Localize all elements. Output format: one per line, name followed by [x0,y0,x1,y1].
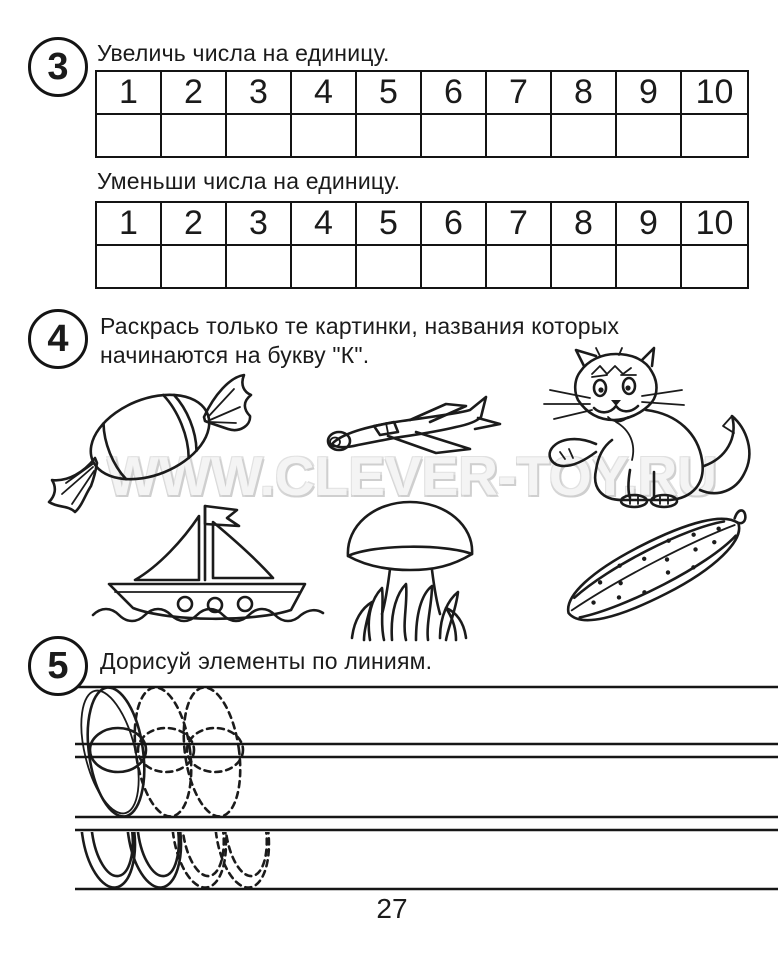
watermark-text: WWW.CLEVER-TOY.RU [106,445,718,507]
increase-numbers-table [95,70,749,158]
answer-cell [292,115,357,156]
page-number: 27 [376,893,408,924]
answer-cell [162,246,227,287]
instruction-colour [100,312,619,370]
number-cell: 7 [487,72,552,115]
answer-cell [292,246,357,287]
number-cell: 4 [292,203,357,246]
number-cell: 9 [617,203,682,246]
exercise-4-badge [28,309,88,369]
answer-row [97,115,747,156]
number-cell: 10 [682,72,747,115]
number-cell: 3 [227,72,292,115]
answer-cell [422,246,487,287]
answer-cell [682,115,747,156]
answer-cell [617,115,682,156]
mushroom-drawing [340,492,480,642]
answer-cell [162,115,227,156]
candy-drawing [38,365,256,515]
handwriting-practice-lines [0,675,784,895]
cat-drawing [530,348,765,516]
exercise-5-number: 5 [47,644,69,687]
instruction-colour-line1: Раскрась только те картинки, названия которых [100,313,620,339]
instruction-trace: Дорисуй элементы по линиям. [100,648,433,674]
exercise-4-number: 4 [47,317,69,360]
cucumber-drawing [540,498,770,640]
number-cell: 8 [552,72,617,115]
number-cell: 1 [97,72,162,115]
answer-cell [487,246,552,287]
answer-cell [357,246,422,287]
number-cell: 2 [162,203,227,246]
number-cell: 1 [97,203,162,246]
number-cell: 8 [552,203,617,246]
number-cell: 6 [422,72,487,115]
answer-cell [422,115,487,156]
instruction-colour-line2: начинаются на букву "К". [100,342,370,368]
number-cell: 7 [487,203,552,246]
answer-cell [97,115,162,156]
number-cell: 10 [682,203,747,246]
numbers-row [97,72,747,115]
number-cell: 5 [357,72,422,115]
number-cell: 9 [617,72,682,115]
answer-cell [682,246,747,287]
answer-cell [487,115,552,156]
answer-cell [552,246,617,287]
exercise-3-badge [28,37,88,97]
answer-cell [552,115,617,156]
instruction-decrease: Уменьши числа на единицу. [97,168,401,194]
number-cell: 3 [227,203,292,246]
number-cell: 4 [292,72,357,115]
exercise-5-badge [28,636,88,696]
number-cell: 2 [162,72,227,115]
answer-cell [227,246,292,287]
answer-cell [227,115,292,156]
answer-cell [617,246,682,287]
numbers-row [97,203,747,246]
boat-drawing [85,498,330,630]
answer-cell [97,246,162,287]
answer-cell [357,115,422,156]
answer-row [97,246,747,287]
airplane-drawing [318,390,503,475]
decrease-numbers-table [95,201,749,289]
number-cell: 5 [357,203,422,246]
instruction-increase: Увеличь числа на единицу. [97,40,390,66]
number-cell: 6 [422,203,487,246]
exercise-3-number: 3 [47,45,69,88]
